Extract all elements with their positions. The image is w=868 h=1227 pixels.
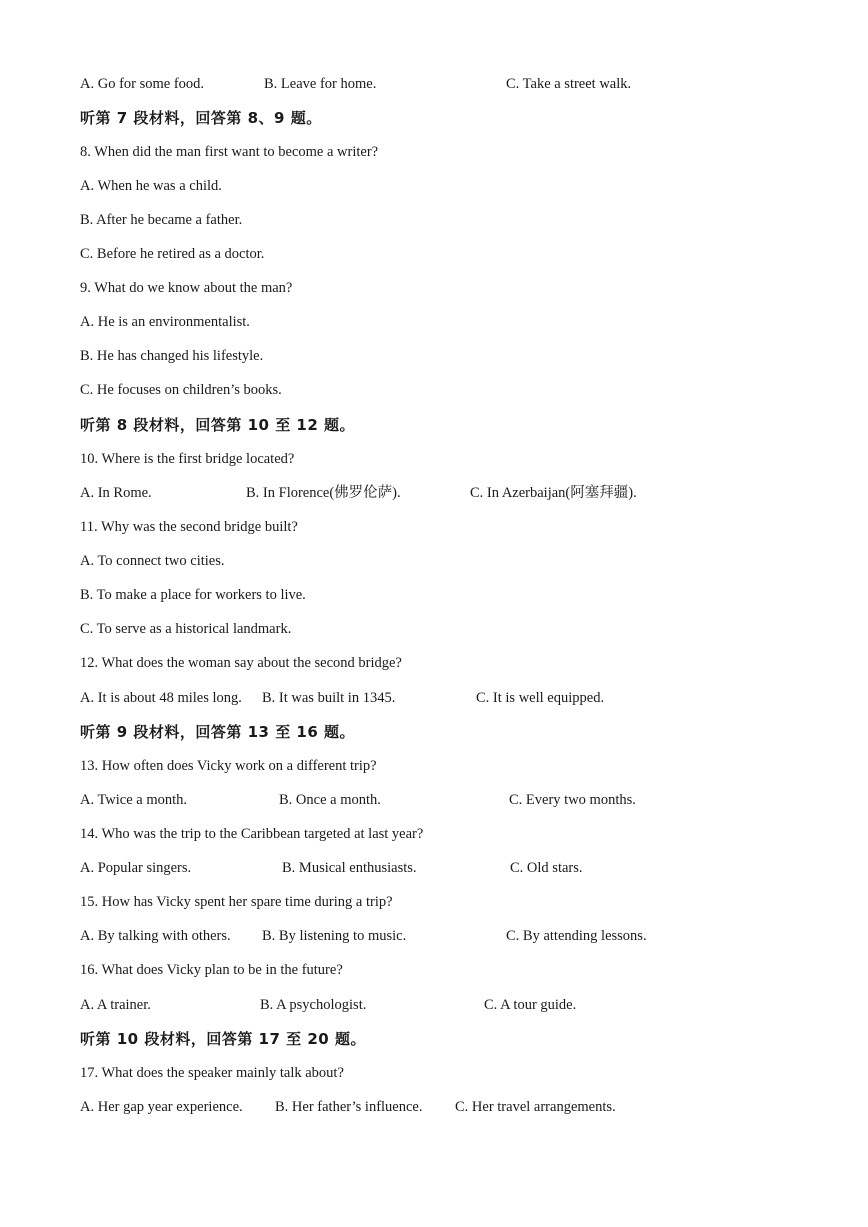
option-b: B. In Florence(佛罗伦萨). xyxy=(246,485,401,501)
option-b: B. Her father’s influence. xyxy=(275,1099,423,1115)
option-a: A. Popular singers. xyxy=(80,860,192,876)
section-heading: 听第 10 段材料，回答第 17 至 20 题。 xyxy=(80,1030,366,1048)
question-13: 13. How often does Vicky work on a different trip? xyxy=(80,758,377,774)
option-line: A. When he was a child. xyxy=(80,178,222,194)
option-a: A. Her gap year experience. xyxy=(80,1099,243,1115)
option-c: C. In Azerbaijan(阿塞拜疆). xyxy=(470,485,637,501)
question-16: 16. What does Vicky plan to be in the future? xyxy=(80,962,343,978)
option-a: A. Go for some food. xyxy=(80,76,205,92)
section-heading: 听第 7 段材料，回答第 8、9 题。 xyxy=(80,109,322,127)
option-a: A. In Rome. xyxy=(80,485,152,501)
option-a: A. By talking with others. xyxy=(80,928,231,944)
option-a: A. A trainer. xyxy=(80,997,151,1013)
option-c: C. Every two months. xyxy=(509,792,636,808)
option-line: C. Before he retired as a doctor. xyxy=(80,246,265,262)
question-10: 10. Where is the first bridge located? xyxy=(80,451,295,467)
option-line: B. After he became a father. xyxy=(80,212,243,228)
option-a: A. It is about 48 miles long. xyxy=(80,690,242,706)
section-heading: 听第 8 段材料，回答第 10 至 12 题。 xyxy=(80,416,356,434)
question-12: 12. What does the woman say about the second bridge? xyxy=(80,655,402,671)
option-line: A. To connect two cities. xyxy=(80,553,225,569)
question-17: 17. What does the speaker mainly talk about? xyxy=(80,1065,344,1081)
option-b: B. By listening to music. xyxy=(262,928,407,944)
option-c: C. Take a street walk. xyxy=(506,76,632,92)
option-c: C. Her travel arrangements. xyxy=(455,1099,616,1115)
option-line: A. He is an environmentalist. xyxy=(80,314,250,330)
option-line: C. To serve as a historical landmark. xyxy=(80,621,292,637)
option-c: C. Old stars. xyxy=(510,860,583,876)
option-line: C. He focuses on children’s books. xyxy=(80,382,282,398)
option-b: B. A psychologist. xyxy=(260,997,367,1013)
option-a: A. Twice a month. xyxy=(80,792,188,808)
option-c: C. By attending lessons. xyxy=(506,928,647,944)
section-heading: 听第 9 段材料，回答第 13 至 16 题。 xyxy=(80,723,356,741)
option-b: B. Musical enthusiasts. xyxy=(282,860,417,876)
question-14: 14. Who was the trip to the Caribbean targeted at last year? xyxy=(80,826,424,842)
option-b: B. Leave for home. xyxy=(264,76,377,92)
option-b: B. It was built in 1345. xyxy=(262,690,396,706)
option-line: B. He has changed his lifestyle. xyxy=(80,348,264,364)
question-9: 9. What do we know about the man? xyxy=(80,280,293,296)
question-11: 11. Why was the second bridge built? xyxy=(80,519,298,535)
option-line: B. To make a place for workers to live. xyxy=(80,587,306,603)
option-c: C. A tour guide. xyxy=(484,997,577,1013)
option-c: C. It is well equipped. xyxy=(476,690,605,706)
option-b: B. Once a month. xyxy=(279,792,381,808)
question-15: 15. How has Vicky spent her spare time during a trip? xyxy=(80,894,393,910)
question-8: 8. When did the man first want to become a writer? xyxy=(80,144,379,160)
